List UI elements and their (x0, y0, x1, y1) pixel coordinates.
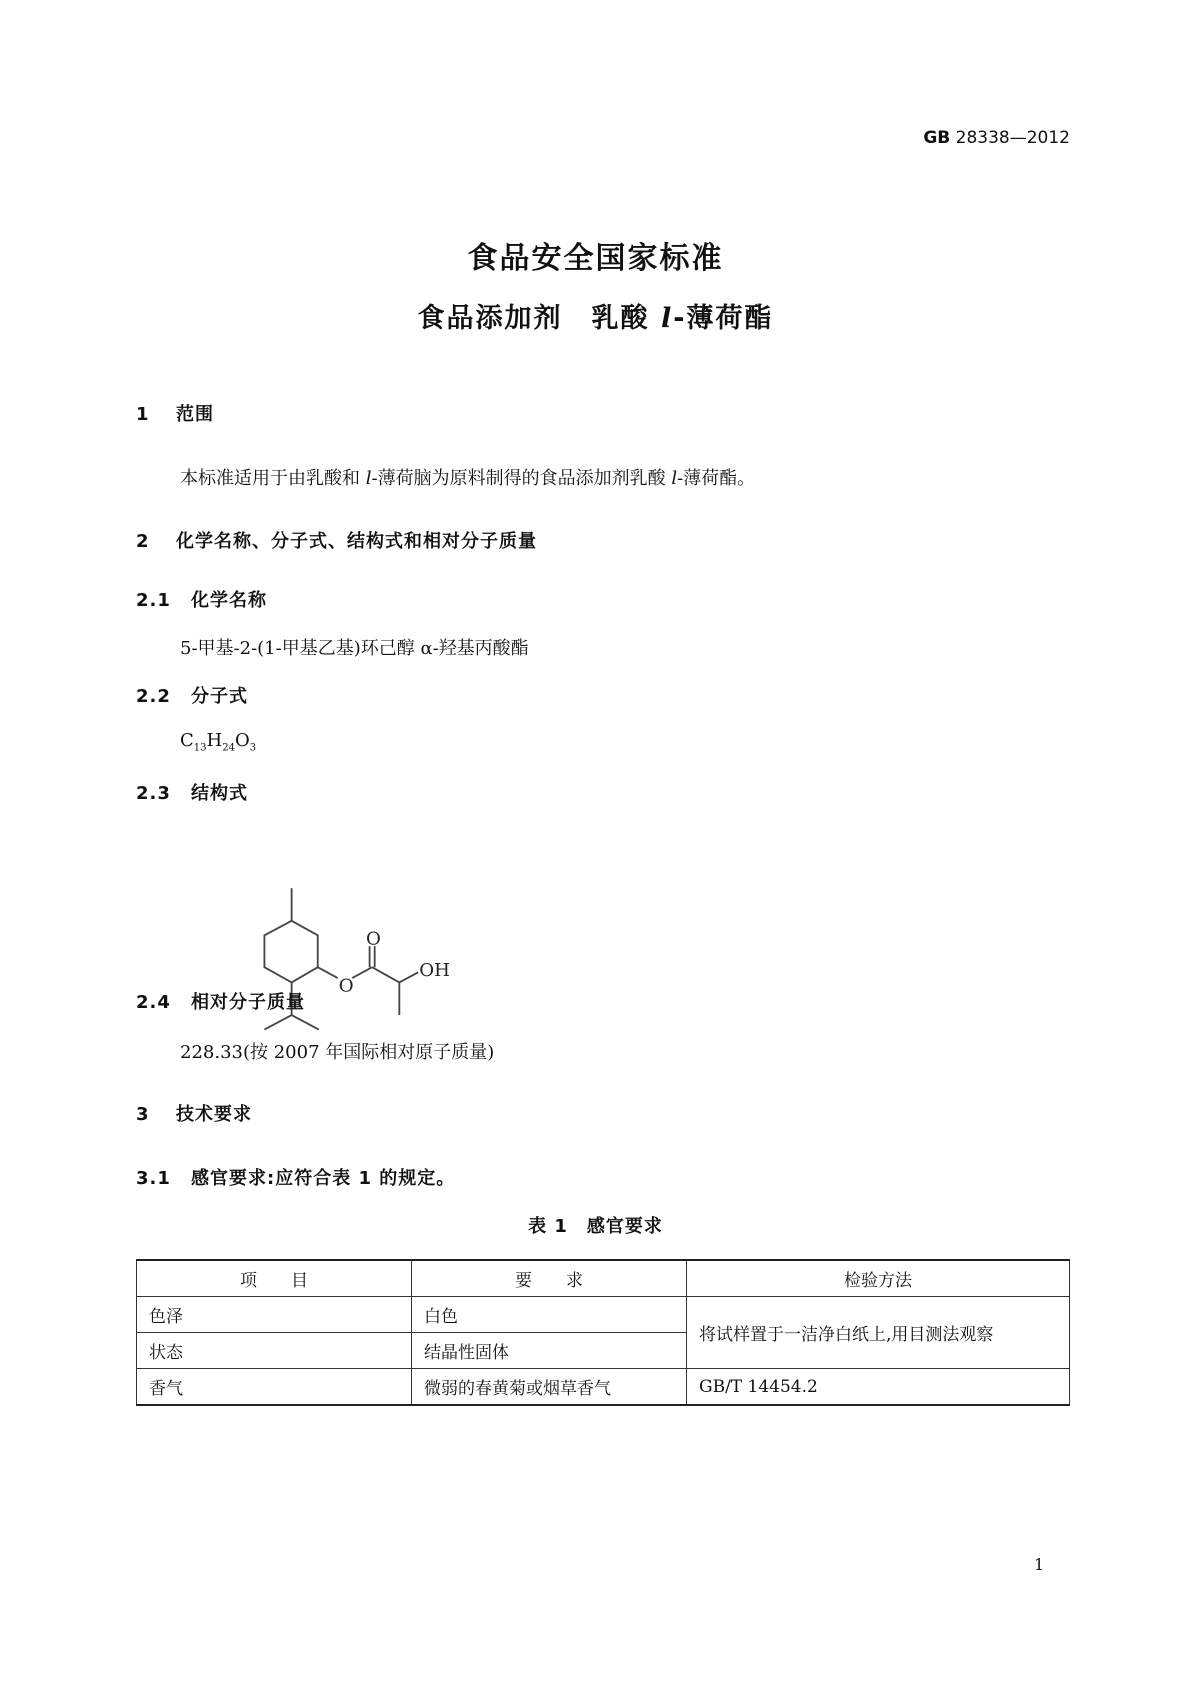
table-cell: 状态 (137, 1333, 412, 1369)
section-number: 2.2 (136, 686, 171, 707)
section-title: 化学名称、分子式、结构式和相对分子质量 (176, 531, 537, 552)
text: -薄荷酯。 (677, 468, 756, 489)
carbonyl-oxygen-label: O (365, 928, 381, 950)
column-header: 要 求 (412, 1260, 687, 1297)
hydroxyl-label: OH (419, 959, 450, 981)
table-cell: GB/T 14454.2 (687, 1369, 1070, 1406)
table-row (137, 1297, 1070, 1333)
molecular-mass: 228.33(按 2007 年国际相对原子质量) (180, 1042, 495, 1063)
section-1-heading (136, 400, 214, 426)
element: H (206, 730, 223, 751)
subscript: 24 (222, 742, 235, 754)
subscript: 3 (249, 742, 257, 754)
molecular-formula (180, 730, 256, 754)
subscript: 13 (193, 742, 207, 754)
section-title: 范围 (176, 404, 214, 425)
ester-oxygen-label: O (338, 975, 354, 997)
section-2-1-heading (136, 586, 267, 612)
section-number: 2.3 (136, 783, 171, 804)
section-title: 相对分子质量 (191, 992, 305, 1013)
section-2-4-heading (136, 988, 305, 1014)
table-cell: 将试样置于一洁净白纸上,用目测法观察 (687, 1297, 1070, 1369)
scope-paragraph (180, 464, 755, 490)
section-2-3-heading (136, 779, 248, 805)
section-number: 2.1 (136, 590, 171, 611)
section-3-heading (136, 1100, 252, 1126)
subtitle-prefix: 食品添加剂 乳酸 (417, 303, 661, 334)
section-number: 2 (136, 531, 150, 552)
table-cell: 香气 (137, 1369, 412, 1406)
section-number: 3.1 (136, 1168, 171, 1189)
subtitle-suffix: -薄荷酯 (673, 303, 774, 334)
std-prefix: GB (923, 128, 951, 148)
section-2-heading (136, 527, 537, 553)
element: O (234, 730, 250, 751)
page-subtitle (0, 296, 1191, 335)
sensory-requirements-table (136, 1259, 1070, 1406)
column-header: 项 目 (137, 1260, 412, 1297)
section-title: 化学名称 (191, 590, 267, 611)
section-number: 2.4 (136, 992, 171, 1013)
subtitle-italic-l: l (660, 303, 674, 334)
italic-l: l (365, 468, 372, 489)
section-title: 结构式 (191, 783, 248, 804)
text: 本标准适用于由乳酸和 (180, 468, 366, 489)
chemical-name: 5-甲基-2-(1-甲基乙基)环己醇 α-羟基丙酸酯 (180, 638, 529, 659)
table-cell: 微弱的春黄菊或烟草香气 (412, 1369, 687, 1406)
element: C (180, 730, 194, 751)
table-cell: 色泽 (137, 1297, 412, 1333)
table-cell: 结晶性固体 (412, 1333, 687, 1369)
structural-formula (218, 870, 490, 1055)
standard-number (923, 128, 1070, 148)
section-3-1-heading (136, 1164, 455, 1190)
column-header: 检验方法 (687, 1260, 1070, 1297)
table-header-row (137, 1260, 1070, 1297)
page-title: 食品安全国家标准 (467, 241, 724, 276)
italic-l: l (671, 468, 678, 489)
section-number: 3 (136, 1104, 150, 1125)
table-row (137, 1369, 1070, 1406)
table-caption: 表 1 感官要求 (528, 1216, 663, 1237)
std-number: 28338—2012 (955, 128, 1070, 148)
section-number: 1 (136, 404, 150, 425)
table-cell: 白色 (412, 1297, 687, 1333)
section-title: 分子式 (191, 686, 248, 707)
section-2-2-heading (136, 682, 248, 708)
section-title: 感官要求:应符合表 1 的规定。 (191, 1168, 456, 1189)
section-title: 技术要求 (176, 1104, 252, 1125)
text: -薄荷脑为原料制得的食品添加剂乳酸 (371, 468, 672, 489)
page-number: 1 (1034, 1555, 1045, 1574)
